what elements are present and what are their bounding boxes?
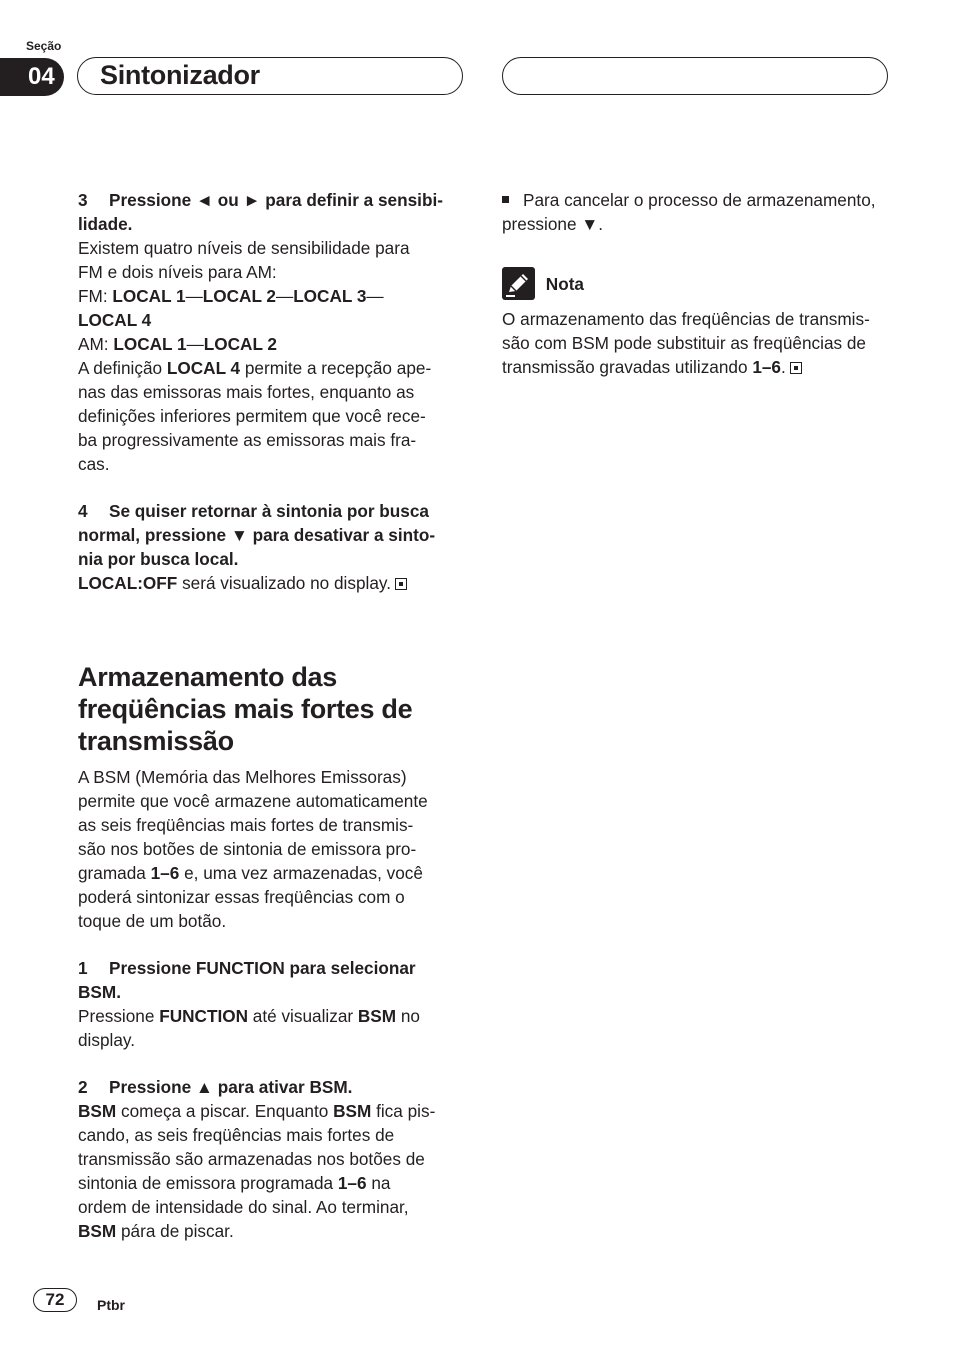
section-number-tab: 04 bbox=[0, 58, 64, 96]
body-text: LOCAL:OFF será visualizado no display. bbox=[78, 571, 470, 595]
note-header bbox=[502, 267, 902, 303]
fm-levels-cont: LOCAL 4 bbox=[78, 310, 152, 330]
body-text: ba progressivamente as emissoras mais fra- bbox=[78, 430, 417, 450]
section-heading: Armazenamento das freqüências mais fortes de transmissão bbox=[78, 662, 413, 756]
note-body: O armazenamento das freqüências de transmis- são com BSM pode substituir as freqüências de transmissão gravadas utilizando 1–6. bbox=[502, 309, 870, 377]
body-text: FM e dois níveis para AM: bbox=[78, 262, 277, 282]
page-number: 72 bbox=[33, 1288, 77, 1312]
chapter-title: Sintonizador bbox=[100, 60, 260, 90]
step-3 bbox=[78, 188, 470, 476]
step-3-heading: 3 Pressione ◄ ou ► para definir a sensibi- bbox=[78, 190, 443, 210]
fm-levels: FM: LOCAL 1—LOCAL 2—LOCAL 3— bbox=[78, 286, 384, 306]
note-title: Nota bbox=[545, 273, 584, 294]
end-mark-icon bbox=[395, 578, 407, 590]
bsm-step-2: 2 Pressione ▲ para ativar BSM. BSM começa a piscar. Enquanto BSM fica pis- cando, as seis freqüências mais fortes de transmissão são armazenadas nos botões de sintonia de emissora programada 1–6 na ordem de intensidade do sinal. Ao terminar, BSM pára de piscar. bbox=[78, 1077, 436, 1241]
step-4-heading: 4 Se quiser retornar à sintonia por busca bbox=[78, 501, 429, 521]
step-4-heading-cont: normal, pressione ▼ para desativar a sinto- bbox=[78, 525, 436, 545]
body-text: cas. bbox=[78, 454, 110, 474]
left-column bbox=[78, 188, 470, 595]
bullet-item: Para cancelar o processo de armazenamento, bbox=[502, 188, 902, 212]
right-header-frame bbox=[502, 57, 888, 95]
step-3-heading-cont: lidade. bbox=[78, 214, 133, 234]
bsm-section bbox=[78, 765, 470, 1243]
body-text: A definição LOCAL 4 permite a recepção ape- bbox=[78, 358, 432, 378]
note-pencil-icon bbox=[502, 267, 535, 300]
step-4 bbox=[78, 499, 470, 595]
am-levels: AM: LOCAL 1—LOCAL 2 bbox=[78, 334, 277, 354]
bullet-item-cont: pressione ▼. bbox=[502, 214, 604, 234]
bsm-intro: A BSM (Memória das Melhores Emissoras) permite que você armazene automaticamente as seis freqüências mais fortes de transmis- são nos botões de sintonia de emissora pro- gramada 1–6 e, uma vez armazenadas, você poderá sintonizar essas freqüências com o toque de um botão. bbox=[78, 767, 428, 931]
step-4-heading-cont: nia por busca local. bbox=[78, 549, 239, 569]
body-text: Existem quatro níveis de sensibilidade para bbox=[78, 238, 410, 258]
language-label: Ptbr bbox=[97, 1297, 125, 1313]
body-text: nas das emissoras mais fortes, enquanto as bbox=[78, 382, 415, 402]
section-label: Seção bbox=[26, 39, 62, 53]
chapter-title-frame bbox=[77, 57, 463, 95]
bsm-step-1: 1 Pressione FUNCTION para selecionar BSM. Pressione FUNCTION até visualizar BSM no display. bbox=[78, 958, 420, 1050]
right-column bbox=[502, 188, 902, 379]
body-text: definições inferiores permitem que você rece- bbox=[78, 406, 426, 426]
bullet-square-icon bbox=[502, 196, 509, 203]
end-mark-icon bbox=[790, 362, 802, 374]
